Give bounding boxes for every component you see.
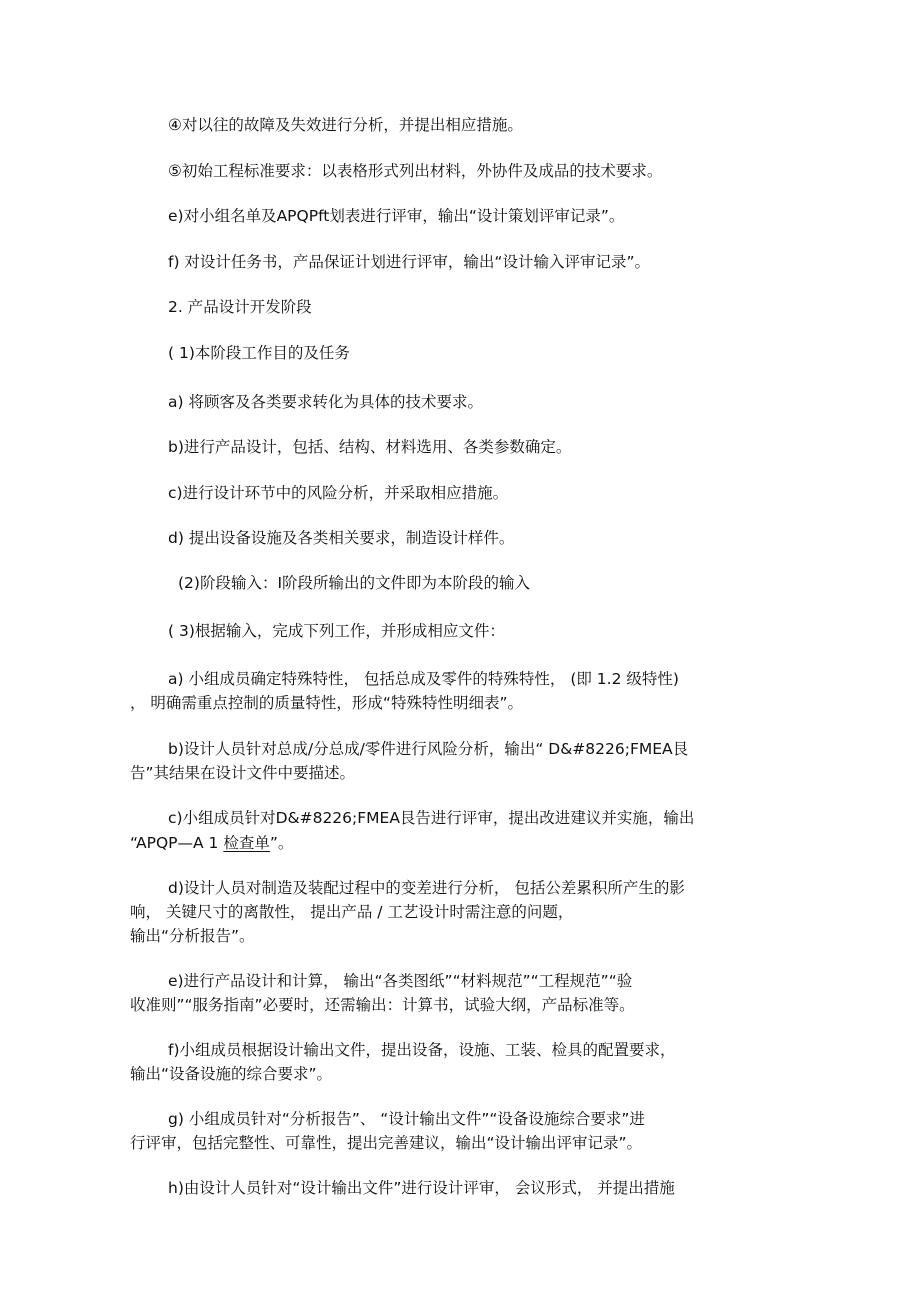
text-line: c)进行设计环节中的风险分析，并采取相应措施。 [168, 484, 509, 502]
text-line: ④对以往的故障及失效进行分析，并提出相应措施。 [168, 116, 523, 134]
text-line: f) 对设计任务书，产品保证计划进行评审，输出“设计输入评审记录”。 [168, 253, 650, 271]
text-line: b)进行产品设计，包括、结构、材料选用、各类参数确定。 [168, 438, 572, 456]
text-line: e)进行产品设计和计算， 输出“各类图纸”“材料规范”“工程规范”“验 [168, 972, 633, 990]
section-heading: 2. 产品设计开发阶段 [168, 298, 312, 316]
text-line: 输出“设备设施的综合要求”。 [130, 1065, 333, 1083]
text-line: 告”其结果在设计文件中要描述。 [130, 764, 356, 782]
underlined-term: 检查单 [223, 834, 270, 852]
text-line: a) 将顾客及各类要求转化为具体的技术要求。 [168, 393, 483, 411]
text-line: d)设计人员对制造及装配过程中的变差进行分析， 包括公差累积所产生的影 [168, 879, 685, 897]
text-line: h)由设计人员针对“设计输出文件”进行设计评审， 会议形式， 并提出措施 [168, 1179, 675, 1197]
text-segment: “APQP—A 1 [130, 834, 224, 852]
text-line: ⑤初始工程标准要求：以表格形式列出材料，外协件及成品的技术要求。 [168, 162, 663, 180]
text-line: 输出“分析报告”。 [130, 927, 255, 945]
subsection-heading: (2)阶段输入：I阶段所输出的文件即为本阶段的输入 [178, 574, 531, 592]
text-line: 收准则”“服务指南”必要时，还需输出：计算书，试验大纲，产品标准等。 [130, 996, 635, 1014]
text-line: g) 小组成员针对“分析报告”、 “设计输出文件”“设备设施综合要求”进 [168, 1110, 645, 1128]
text-line [130, 832, 293, 854]
text-line: d) 提出设备设施及各类相关要求，制造设计样件。 [168, 529, 515, 547]
text-line: 行评审，包括完整性、可靠性，提出完善建议，输出“设计输出评审记录”。 [130, 1134, 643, 1152]
text-line: f)小组成员根据设计输出文件，提出设备，设施、工装、检具的配置要求， [168, 1041, 676, 1059]
text-line: e)对小组名单及APQPft划表进行评审，输出“设计策划评审记录”。 [168, 207, 625, 225]
text-line: a) 小组成员确定特殊特性， 包括总成及零件的特殊特性， (即 1.2 级特性) [168, 670, 679, 688]
text-line: b)设计人员针对总成/分总成/零件进行风险分析，输出“ D&#8226;FMEA艮 [168, 740, 689, 758]
subsection-heading: ( 3)根据输入，完成下列工作，并形成相应文件： [168, 622, 505, 640]
text-line: c)小组成员针对D&#8226;FMEA艮告进行评审，提出改进建议并实施，输出 [168, 809, 695, 827]
subsection-heading: ( 1)本阶段工作目的及任务 [168, 344, 350, 362]
text-line: ， 明确需重点控制的质量特性，形成“特殊特性明细表”。 [130, 694, 523, 712]
text-line: 响， 关键尺寸的离散性， 提出产品 / 工艺设计时需注意的问题， [130, 903, 574, 921]
text-segment: ”。 [269, 834, 294, 852]
